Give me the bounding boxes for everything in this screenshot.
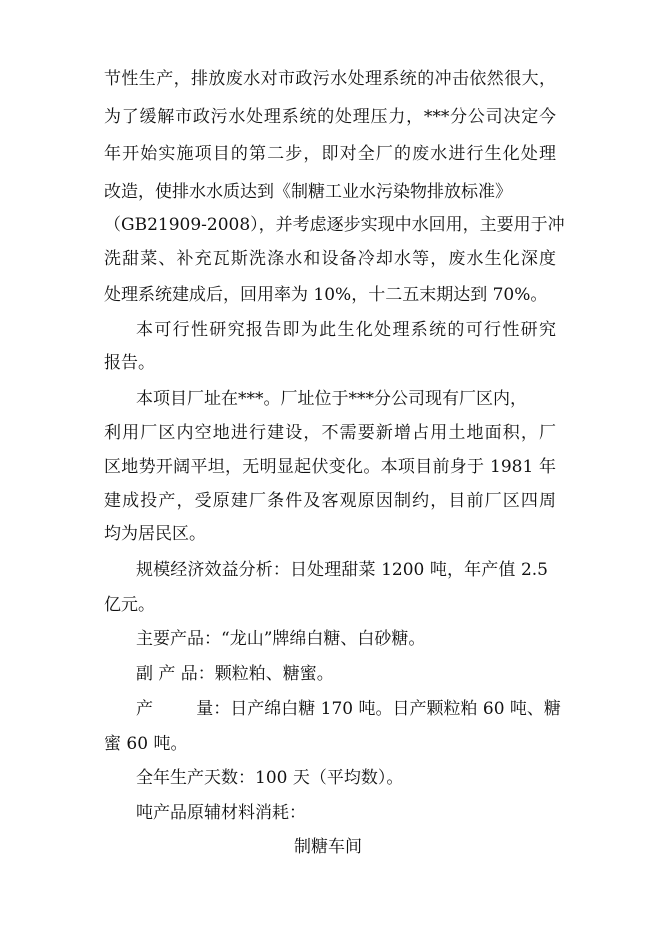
para1-line-1: 节性生产，排放废水对市政污水处理系统的冲击依然很大， [104,69,556,89]
para1-line-7: 处理系统建成后，回用率为 10%，十二五末期达到 70%。 [104,285,548,305]
para1-line-6: 洗甜菜、补充瓦斯洗涤水和设备冷却水等，废水生化深度 [104,249,556,269]
by-products: 副 产 品：颗粒粕、糖蜜。 [136,664,334,684]
scale-line-2: 亿元。 [104,595,155,615]
output-line-1: 产 量：日产绵白糖 170 吨。日产颗粒粕 60 吨、糖 [136,699,561,719]
para3-line-3: 区地势开阔平坦，无明显起伏变化。本项目前身于 1981 年 [104,457,556,477]
para1-line-2: 为了缓解市政污水处理系统的处理压力，***分公司决定今 [104,107,556,127]
para3-line-4: 建成投产，受原建厂条件及客观原因制约，目前厂区四周 [104,491,556,511]
main-products: 主要产品：“龙山”牌绵白糖、白砂糖。 [136,629,426,649]
materials-heading: 吨产品原辅材料消耗： [136,803,306,823]
production-days: 全年生产天数：100 天（平均数）。 [136,768,404,788]
output-line-2: 蜜 60 吨。 [104,734,188,754]
para1-line-4: 改造，使排水水质达到《制糖工业水污染物排放标准》 [104,182,512,202]
workshop-title: 制糖车间 [294,837,362,857]
para3-line-5: 均为居民区。 [104,524,206,544]
para2-line-1: 本可行性研究报告即为此生化处理系统的可行性研究 [136,320,556,340]
para2-line-2: 报告。 [104,353,155,373]
scale-line-1: 规模经济效益分析：日处理甜菜 1200 吨，年产值 2.5 [136,560,548,580]
para3-line-2: 利用厂区内空地进行建设，不需要新增占用土地面积，厂 [104,423,556,443]
para1-line-3: 年开始实施项目的第二步，即对全厂的废水进行生化处理 [104,144,556,164]
para3-line-1: 本项目厂址在***。厂址位于***分公司现有厂区内， [136,389,527,409]
para1-line-5: （GB21909-2008），并考虑逐步实现中水回用，主要用于冲 [104,215,565,235]
